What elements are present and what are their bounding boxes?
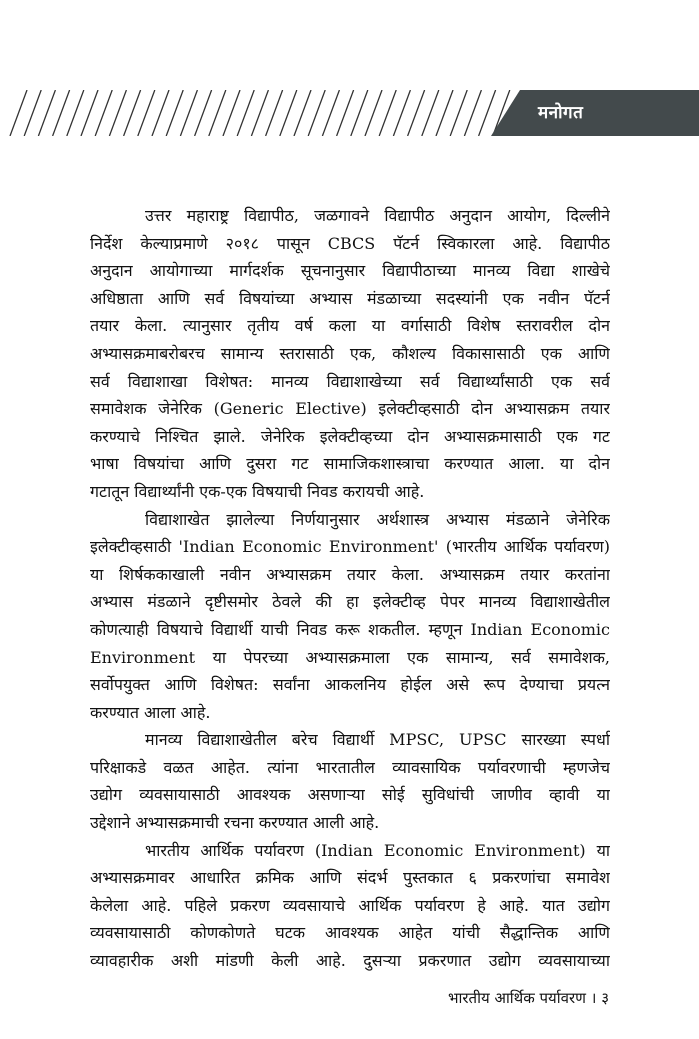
- text-line: अभ्यासक्रमाबरोबरच सामान्य स्तरासाठी एक, कौशल्य विकासासाठी एक आणि: [90, 343, 610, 363]
- text-line: निर्देश केल्याप्रमाणे २०१८ पासून CBCS पॅटर्न स्विकारला आहे. विद्यापीठ: [90, 233, 610, 253]
- text-line: समावेशक जेनेरिक (Generic Elective) इलेक्टीव्हसाठी दोन अभ्यासक्रम तयार: [90, 399, 610, 419]
- stripe: [393, 90, 410, 136]
- stripe: [365, 90, 382, 136]
- stripe: [322, 90, 339, 136]
- text-line: तयार केला. त्यानुसार तृतीय वर्ष कला या वर्गासाठी विशेष स्तरावरील दोन: [90, 316, 610, 336]
- stripe: [209, 90, 226, 136]
- stripe: [294, 90, 311, 136]
- chapter-title: मनोगत: [538, 103, 584, 123]
- stripe: [38, 90, 55, 136]
- text-line: भारतीय आर्थिक पर्यावरण (Indian Economic Environment) या: [145, 840, 610, 860]
- text-line: करण्याचे निश्चित झाले. जेनेरिक इलेक्टीव्हच्या दोन अभ्यासक्रमासाठी एक गट: [90, 426, 610, 446]
- stripe: [266, 90, 283, 136]
- stripe: [223, 90, 240, 136]
- text-line: इलेक्टीव्हसाठी 'Indian Economic Environment' (भारतीय आर्थिक पर्यावरण): [90, 537, 610, 557]
- text-line: परिक्षाकडे वळत आहेत. त्यांना भारतातील व्यावसायिक पर्यावरणाची म्हणजेच: [90, 757, 610, 777]
- text-line: अभ्यासक्रमावर आधारित क्रमिक आणि संदर्भ पुस्तकात ६ प्रकरणांचा समावेश: [90, 868, 610, 888]
- text-line: Environment या पेपरच्या अभ्यासक्रमाला एक सामान्य, सर्व समावेशक,: [90, 647, 610, 667]
- stripe: [251, 90, 268, 136]
- stripe: [337, 90, 354, 136]
- stripe: [450, 90, 467, 136]
- title-bar: [491, 90, 699, 136]
- stripe: [422, 90, 439, 136]
- stripe: [124, 90, 141, 136]
- text-line: उद्योग व्यवसायासाठी आवश्यक असणाऱ्या सोई सुविधांची जाणीव व्हावी या: [90, 785, 610, 805]
- stripe: [195, 90, 212, 136]
- text-line: कोणत्याही विषयाचे विद्यार्थी याची निवड करू शकतील. म्हणून Indian Economic: [90, 619, 610, 639]
- stripe: [408, 90, 425, 136]
- text-line: सर्वोपयुक्त आणि विशेषत: सर्वांना आकलनिय होईल असे रूप देण्याचा प्रयत्न: [90, 675, 610, 695]
- stripe: [95, 90, 112, 136]
- text-line: गटातून विद्यार्थ्यांनी एक-एक विषयाची निवड करायची आहे.: [90, 481, 425, 501]
- page-footer: भारतीय आर्थिक पर्यावरण । ३: [447, 989, 609, 1007]
- stripe: [152, 90, 169, 136]
- stripe: [138, 90, 155, 136]
- text-line: अधिष्ठाता आणि सर्व विषयांच्या अभ्यास मंडळाच्या सदस्यांनी एक नवीन पॅटर्न: [90, 288, 610, 308]
- text-line: विद्याशाखेत झालेल्या निर्णयानुसार अर्थशास्त्र अभ्यास मंडळाने जेनेरिक: [145, 509, 610, 529]
- stripe: [237, 90, 254, 136]
- stripe: [436, 90, 453, 136]
- paragraph: [90, 202, 610, 506]
- stripe: [180, 90, 197, 136]
- text-line: भाषा विषयांचा आणि दुसरा गट सामाजिकशास्त्राचा करण्यात आला. या दोन: [90, 454, 610, 474]
- text-line: केलेला आहे. पहिले प्रकरण व्यवसायाचे आर्थिक पर्यावरण हे आहे. यात उद्योग: [90, 895, 610, 915]
- paragraph: [90, 506, 610, 727]
- text-line: करण्यात आला आहे.: [90, 702, 211, 722]
- stripe: [67, 90, 84, 136]
- paragraph: [90, 726, 610, 836]
- text-line: अभ्यास मंडळाने दृष्टीसमोर ठेवले की हा इलेक्टीव्ह पेपर मानव्य विद्याशाखेतील: [90, 592, 610, 612]
- text-line: व्यावहारीक अशी मांडणी केली आहे. दुसऱ्या प्रकरणात उद्योग व्यवसायाच्या: [90, 951, 610, 971]
- text-line: या शिर्षककाखाली नवीन अभ्यासक्रम तयार केला. अभ्यासक्रम तयार करतांना: [90, 564, 610, 584]
- text-line: सर्व विद्याशाखा विशेषत: मानव्य विद्याशाखेच्या सर्व विद्यार्थ्यांसाठी एक सर्व: [90, 371, 610, 391]
- stripe: [479, 90, 496, 136]
- stripe: [81, 90, 98, 136]
- document-body: [90, 202, 610, 975]
- text-line: व्यवसायासाठी कोणकोणते घटक आवश्यक आहेत यांची सैद्धान्तिक आणि: [90, 923, 610, 943]
- stripe: [24, 90, 41, 136]
- stripe: [379, 90, 396, 136]
- stripe: [166, 90, 183, 136]
- text-line: उत्तर महाराष्ट्र विद्यापीठ, जळगावने विद्यापीठ अनुदान आयोग, दिल्लीने: [145, 206, 610, 225]
- text-line: उद्देशाने अभ्यासक्रमाची रचना करण्यात आली आहे.: [90, 813, 380, 833]
- stripe: [464, 90, 481, 136]
- text-line: मानव्य विद्याशाखेतील बरेच विद्यार्थी MPSC, UPSC सारख्या स्पर्धा: [145, 730, 610, 750]
- paragraph: [90, 837, 610, 975]
- stripe: [10, 90, 27, 136]
- stripe: [351, 90, 368, 136]
- stripe: [280, 90, 297, 136]
- chapter-header-banner: [0, 90, 699, 136]
- stripe: [109, 90, 126, 136]
- stripe: [53, 90, 70, 136]
- text-line: अनुदान आयोगाच्या मार्गदर्शक सूचनानुसार विद्यापीठाच्या मानव्य विद्या शाखेचे: [90, 261, 610, 281]
- hatched-stripes-decoration: [0, 90, 699, 136]
- stripe: [308, 90, 325, 136]
